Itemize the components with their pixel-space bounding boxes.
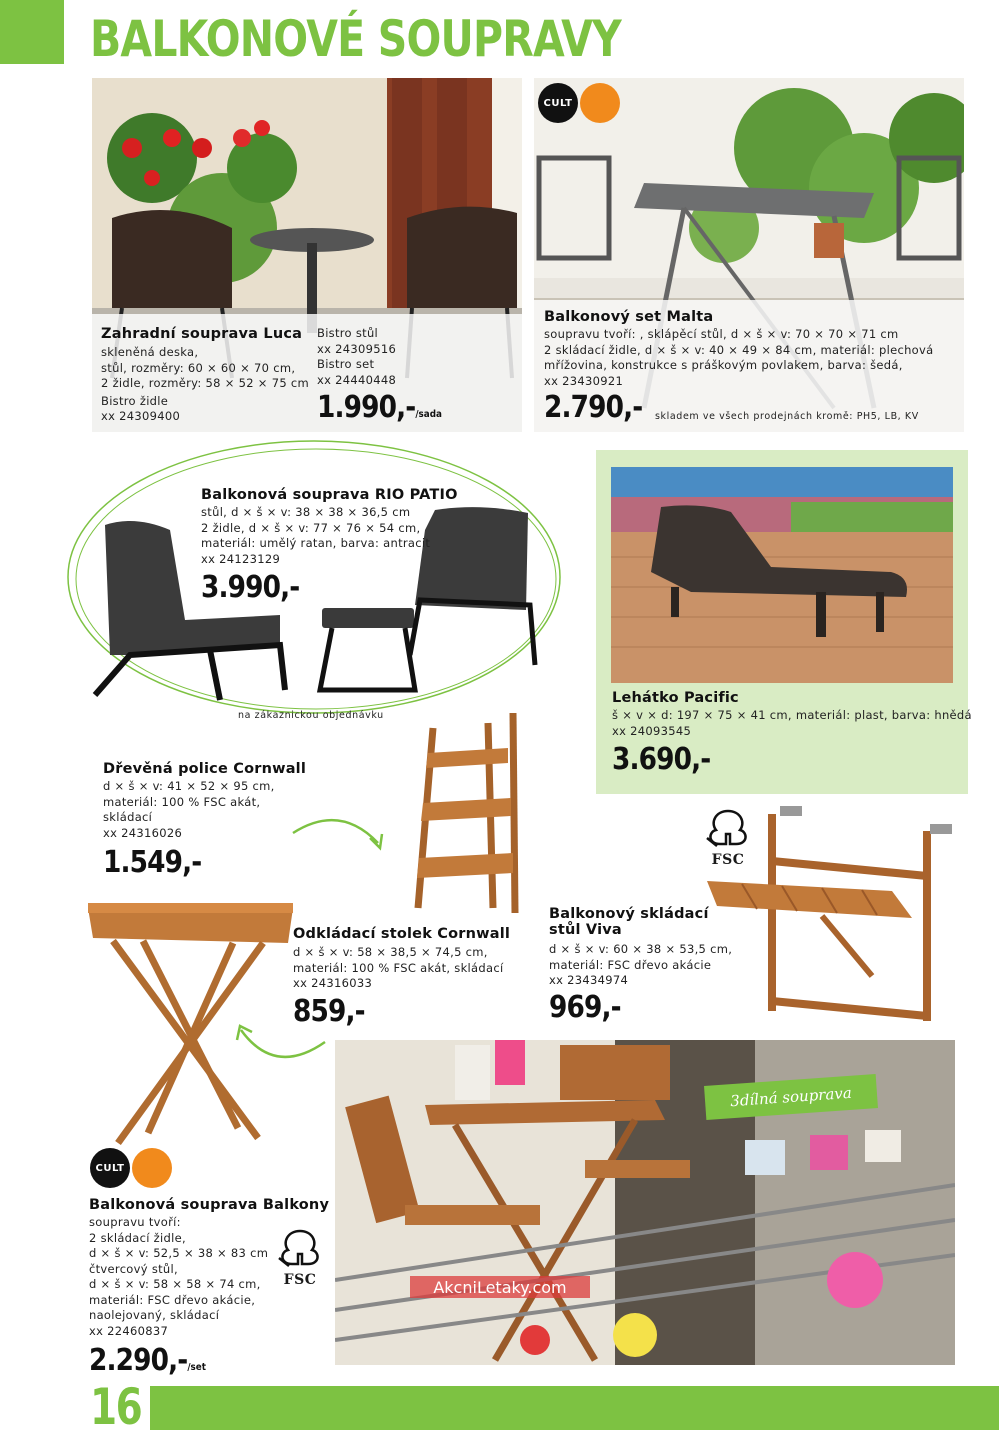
viva-price: 969,- xyxy=(549,990,621,1025)
orange-dot-icon xyxy=(580,83,620,123)
police-desc-line: skládací xyxy=(103,810,153,824)
balkony-cult-badge xyxy=(90,1148,172,1188)
pacific-desc-line: š × v × d: 197 × 75 × 41 cm, materiál: plast, barva: hnědá xyxy=(612,708,972,722)
luca-set-code: xx 24440448 xyxy=(317,372,397,387)
viva-desc-line: materiál: FSC dřevo akácie xyxy=(549,957,712,972)
police-desc-line: xx 24316026 xyxy=(103,825,183,840)
balkony-name: Balkonová souprava Balkony xyxy=(89,1197,330,1213)
rio-desc-line: stůl, d × š × v: 38 × 38 × 36,5 cm xyxy=(201,505,411,519)
rio-desc-line: xx 24123129 xyxy=(201,551,281,566)
viva-name xyxy=(549,906,709,938)
luca-set-label: Bistro set xyxy=(317,357,375,371)
luca-chair-label: Bistro židle xyxy=(101,393,169,408)
balkony-desc-line: 2 skládací židle, xyxy=(89,1230,186,1245)
pacific-scene-image xyxy=(611,467,953,683)
cult-logo-icon: CULT xyxy=(90,1148,130,1188)
balkony-desc-line: d × š × v: 52,5 × 38 × 83 cm xyxy=(89,1246,269,1260)
luca-name: Zahradní souprava Luca xyxy=(101,326,303,342)
viva-desc xyxy=(549,942,732,989)
page-title: BALKONOVÉ SOUPRAVY xyxy=(90,10,621,68)
malta-desc-line: xx 23430921 xyxy=(544,373,624,388)
viva-table-image[interactable] xyxy=(702,806,952,1028)
balkony-price-value: 2.290,- xyxy=(89,1343,188,1378)
balkony-desc-line: xx 22460837 xyxy=(89,1323,169,1338)
malta-name: Balkonový set Malta xyxy=(544,309,714,325)
stolek-price: 859,- xyxy=(293,994,365,1029)
rio-desc-line: 2 židle, d × š × v: 77 × 76 × 54 cm, xyxy=(201,520,421,535)
viva-desc-line: d × š × v: 60 × 38 × 53,5 cm, xyxy=(549,942,733,956)
police-desc-line: d × š × v: 41 × 52 × 95 cm, xyxy=(103,779,275,793)
malta-desc xyxy=(544,327,933,389)
police-shelf-image[interactable] xyxy=(413,708,525,918)
fsc-label: FSC xyxy=(283,1272,317,1288)
balkony-desc-line: naolejovaný, skládací xyxy=(89,1308,220,1322)
malta-stock-note: skladem ve všech prodejnách kromě: PH5, LB, KV xyxy=(655,411,919,422)
police-desc xyxy=(103,779,275,841)
pacific-desc-line: xx 24093545 xyxy=(612,723,692,738)
luca-table-label: Bistro stůl xyxy=(317,326,379,340)
balkony-set-tag: 3dílná souprava xyxy=(704,1074,878,1120)
malta-desc-line: soupravu tvoří: , sklápěcí stůl, d × š × v: 70 × 70 × 71 cm xyxy=(544,327,899,341)
luca-desc-line: skleněná deska, xyxy=(101,345,199,359)
pacific-desc xyxy=(612,708,972,739)
curved-arrow-icon xyxy=(290,808,390,853)
balkony-desc-line: d × š × v: 58 × 58 × 74 cm, xyxy=(89,1277,261,1291)
rio-name: Balkonová souprava RIO PATIO xyxy=(201,487,458,503)
stolek-name: Odkládací stolek Cornwall xyxy=(293,926,511,942)
watermark-banner: AkcniLetaky.com xyxy=(410,1276,590,1298)
balkony-price xyxy=(89,1343,206,1378)
cult-logo-icon: CULT xyxy=(538,83,578,123)
police-price: 1.549,- xyxy=(103,845,202,880)
luca-desc-line: 2 židle, rozměry: 58 × 52 × 75 cm xyxy=(101,376,310,390)
rio-order-note: na zákaznickou objednávku xyxy=(238,710,384,721)
page-number: 16 xyxy=(90,1378,142,1436)
balkony-price-unit: /set xyxy=(187,1362,206,1373)
stolek-desc-line: d × š × v: 58 × 38,5 × 74,5 cm, xyxy=(293,945,488,959)
police-name: Dřevěná police Cornwall xyxy=(103,761,307,777)
malta-desc-line: mřížovina, konstrukce s práškovým povlakem, barva: šedá, xyxy=(544,358,903,372)
rio-desc xyxy=(201,505,430,567)
fsc-tree-icon xyxy=(274,1228,326,1268)
viva-name-line: Balkonový skládací xyxy=(549,906,709,922)
luca-side-info xyxy=(317,326,396,388)
balkony-desc-line: materiál: FSC dřevo akácie, xyxy=(89,1292,256,1307)
corner-accent-block xyxy=(0,0,64,64)
pacific-photo[interactable] xyxy=(611,467,953,683)
orange-dot-icon xyxy=(132,1148,172,1188)
police-desc-line: materiál: 100 % FSC akát, xyxy=(103,794,261,809)
luca-price-value: 1.990,- xyxy=(317,390,416,425)
footer-green-bar xyxy=(150,1386,999,1430)
luca-price xyxy=(317,390,442,425)
fsc-label: FSC xyxy=(711,852,745,868)
rio-price: 3.990,- xyxy=(201,570,300,605)
pacific-price: 3.690,- xyxy=(612,742,711,777)
rio-desc-line: materiál: umělý ratan, barva: antracit xyxy=(201,536,431,550)
stolek-desc-line: materiál: 100 % FSC akát, skládací xyxy=(293,960,504,975)
luca-price-unit: /sada xyxy=(415,409,442,420)
luca-chair-code: xx 24309400 xyxy=(101,409,181,423)
luca-table-code: xx 24309516 xyxy=(317,341,397,356)
stolek-desc xyxy=(293,945,503,992)
balkony-desc xyxy=(89,1215,268,1339)
malta-desc-line: 2 skládací židle, d × š × v: 40 × 49 × 84 cm, materiál: plechová xyxy=(544,342,934,357)
luca-desc-line: stůl, rozměry: 60 × 60 × 70 cm, xyxy=(101,360,296,375)
balkony-desc-line: soupravu tvoří: xyxy=(89,1215,181,1229)
viva-desc-line: xx 23434974 xyxy=(549,973,629,987)
pacific-name: Lehátko Pacific xyxy=(612,690,739,706)
luca-desc xyxy=(101,345,309,425)
malta-cult-badge xyxy=(538,83,620,123)
viva-name-line: stůl Viva xyxy=(549,922,622,938)
fsc-logo xyxy=(274,1228,326,1288)
stolek-desc-line: xx 24316033 xyxy=(293,976,373,990)
balkony-desc-line: čtvercový stůl, xyxy=(89,1261,178,1276)
malta-price: 2.790,- xyxy=(544,390,643,425)
